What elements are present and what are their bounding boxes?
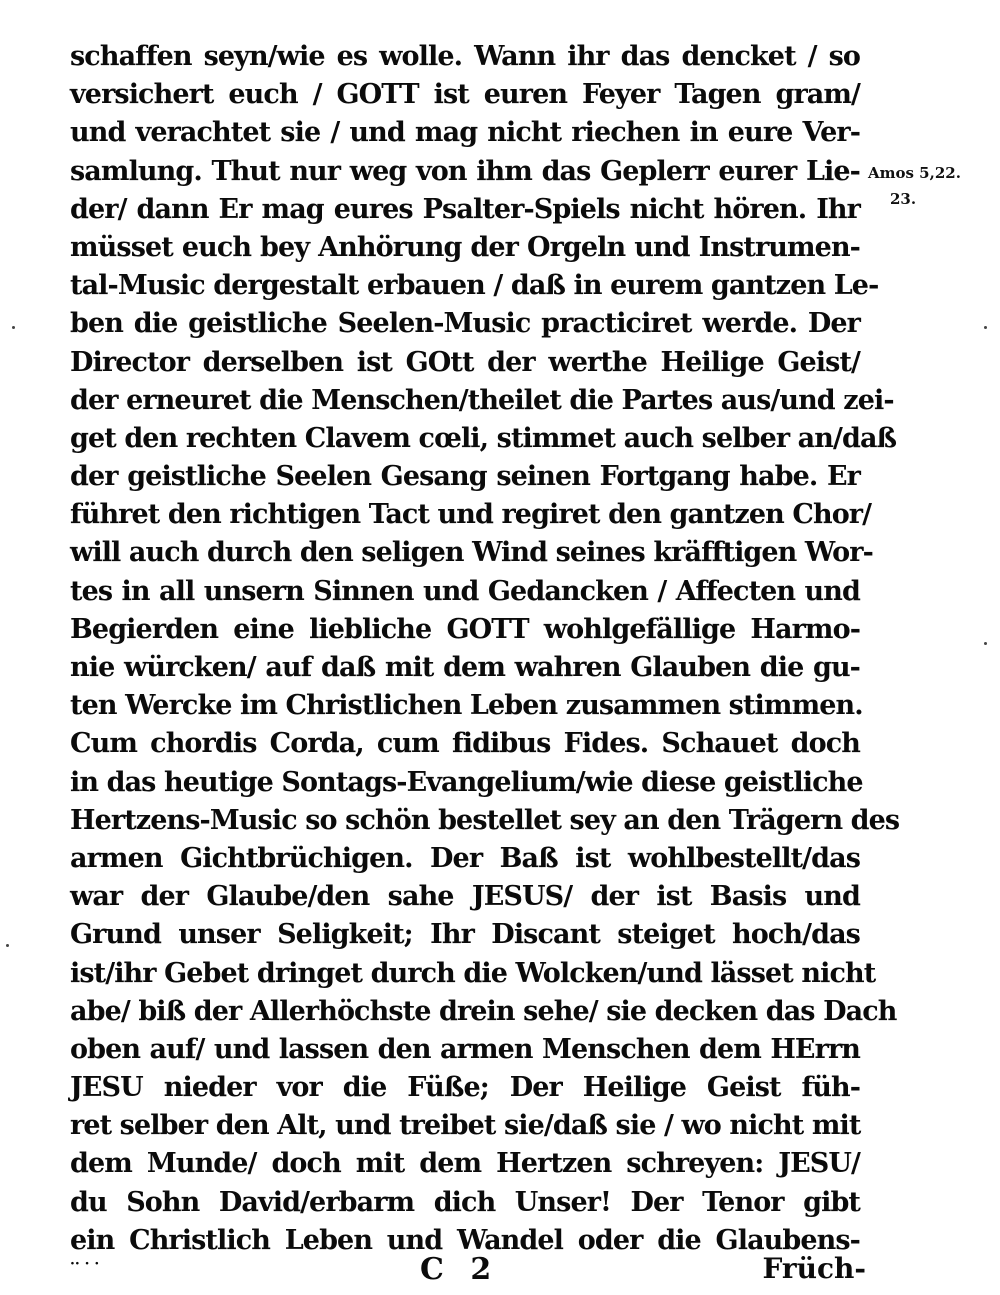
text-line: tal-Music dergestalt erbauen / daß in eurem gantzen Le- (70, 270, 879, 302)
margin-reference-line: 23. (890, 190, 917, 208)
text-line: schaffen seyn/wie es wolle. Wann ihr das dencket / so (70, 41, 860, 72)
text-line: Begierden eine liebliche GOTT wohlgefällige Harmo- (70, 613, 860, 645)
text-line: Cum chordis Corda, cum fidibus Fides. Schauet doch (70, 728, 860, 760)
text-line: nie würcken/ auf daß mit dem wahren Glauben die gu- (70, 652, 860, 683)
text-line: und verachtet sie / und mag nicht riechen in eure Ver- (70, 117, 860, 149)
ink-speck (6, 944, 9, 947)
text-line: der geistliche Seelen Gesang seinen Fortgang habe. Er (70, 461, 860, 493)
margin-reference-note (868, 160, 978, 212)
text-line: du Sohn David/erbarm dich Unser! Der Tenor gibt (70, 1186, 860, 1218)
text-line: in das heutige Sontags-Evangelium/wie diese geistliche (70, 766, 863, 798)
text-line: müsset euch bey Anhörung der Orgeln und Instrumen- (70, 231, 860, 263)
margin-reference-line: Amos 5,22. (868, 164, 961, 182)
text-line: get den rechten Clavem cœli, stimmet auch selber an/daß (70, 422, 897, 454)
text-line: will auch durch den seligen Wind seines kräfftigen Wor- (70, 537, 873, 569)
text-line: ret selber den Alt, und treibet sie/daß sie / wo nicht mit (70, 1110, 861, 1142)
text-line: ist/ihr Gebet dringet durch die Wolcken/und lässet nicht (70, 957, 876, 989)
text-line: ten Wercke im Christlichen Leben zusammen stimmen. (70, 690, 863, 722)
text-line: abe/ biß der Allerhöchste drein sehe/ sie decken das Dach (70, 995, 897, 1027)
text-line: ein Christlich Leben und Wandel oder die Glaubens- (70, 1224, 860, 1256)
text-line: war der Glaube/den sahe JESUS/ der ist Basis und (70, 881, 860, 913)
text-line: armen Gichtbrüchigen. Der Baß ist wohlbestellt/das (70, 842, 860, 874)
page-footer (70, 1252, 866, 1292)
text-line: Hertzens-Music so schön bestellet sey an den Trägern des (70, 804, 900, 836)
signature-mark: C 2 (420, 1252, 500, 1287)
ink-speck (984, 326, 987, 329)
text-line: JESU nieder vor die Füße; Der Heilige Geist füh- (70, 1072, 860, 1104)
text-line: dem Munde/ doch mit dem Hertzen schreyen: JESU/ (70, 1148, 860, 1180)
text-line: oben auf/ und lassen den armen Menschen dem HErrn (70, 1033, 860, 1065)
text-line: samlung. Thut nur weg von ihm das Geplerr eurer Lie- (70, 155, 860, 187)
printer-marks: ·· · · (70, 1256, 100, 1272)
text-line: der erneuret die Menschen/theilet die Partes aus/und zei- (70, 384, 894, 416)
text-line: tes in all unsern Sinnen und Gedancken / Affecten und (70, 575, 860, 607)
ink-speck (984, 642, 987, 645)
text-line: Grund unser Seligkeit; Ihr Discant steiget hoch/das (70, 919, 860, 951)
text-line: führet den richtigen Tact und regiret den gantzen Chor/ (70, 499, 872, 531)
ink-speck (12, 326, 15, 329)
body-text (70, 38, 900, 1260)
text-line: Director derselben ist GOtt der werthe Heilige Geist/ (70, 346, 860, 378)
catchword: Früch- (762, 1252, 866, 1285)
text-line: der/ dann Er mag eures Psalter-Spiels nicht hören. Ihr (70, 193, 860, 225)
text-line: versichert euch / GOTT ist euren Feyer Tagen gram/ (70, 79, 860, 111)
text-line: ben die geistliche Seelen-Music practiciret werde. Der (70, 308, 860, 340)
